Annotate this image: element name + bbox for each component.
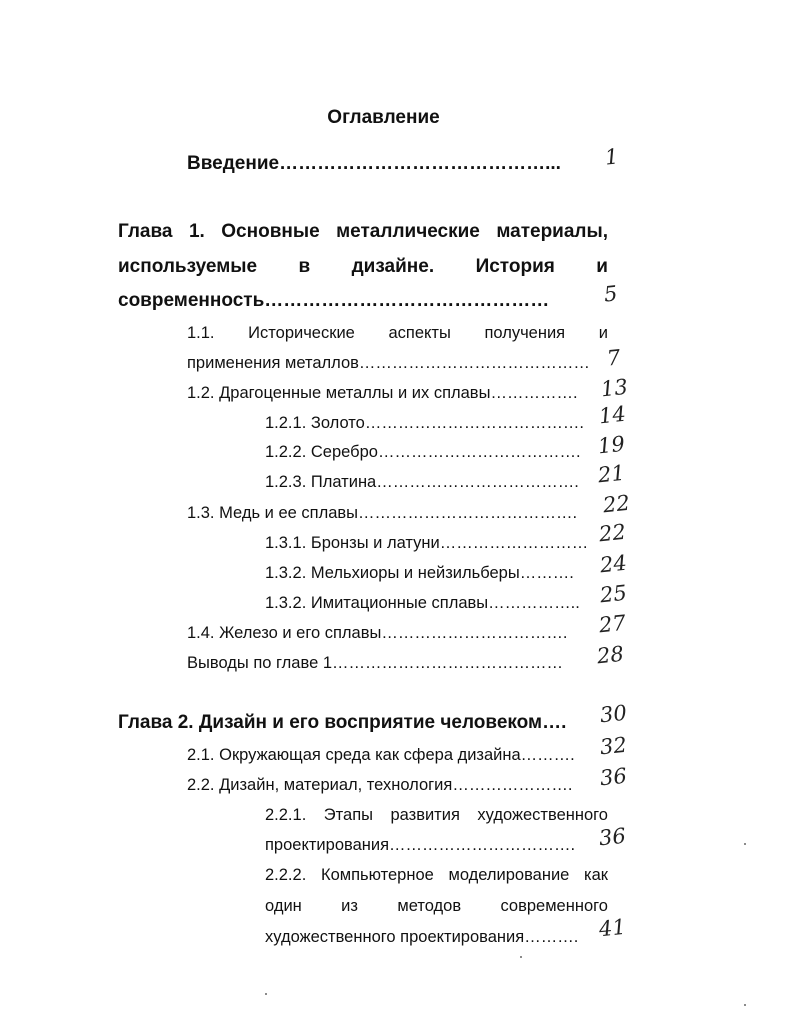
page-number-handwritten: 30 bbox=[598, 700, 628, 728]
toc-entry-label: Выводы по главе 1 bbox=[187, 654, 333, 672]
toc-entry-2-2 bbox=[187, 776, 605, 795]
page-number-handwritten: 19 bbox=[596, 431, 626, 459]
word: 1. bbox=[188, 221, 205, 242]
page-number-handwritten: 7 bbox=[605, 345, 622, 371]
toc-leader-dots: ……………………………………... bbox=[279, 153, 561, 174]
word: дизайне. bbox=[351, 256, 435, 277]
word: как bbox=[584, 866, 608, 884]
toc-entry-1-2-1 bbox=[265, 414, 605, 433]
toc-entry-2-2-1-line-1 bbox=[265, 806, 608, 825]
toc-entry-label: 2.2. Дизайн, материал, технология bbox=[187, 776, 453, 794]
toc-entry-1-3-3 bbox=[265, 594, 605, 613]
toc-entry-label: художественного проектирования bbox=[265, 928, 525, 946]
word: один bbox=[265, 897, 302, 915]
word: развития bbox=[390, 806, 460, 824]
toc-entry-chapter-1-line-1 bbox=[118, 221, 608, 243]
toc-leader-dots: ……………. bbox=[490, 384, 578, 402]
word: Основные bbox=[221, 221, 320, 242]
toc-leader-dots: …………….. bbox=[488, 594, 580, 612]
toc-entry-label: 1.2.1. Золото bbox=[265, 414, 365, 432]
toc-leader-dots: ………. bbox=[524, 928, 579, 946]
toc-entry-label: 1.2. Драгоценные металлы и их сплавы bbox=[187, 384, 491, 402]
word: и bbox=[598, 324, 608, 342]
toc-leader-dots: ………. bbox=[519, 564, 574, 582]
word: методов bbox=[397, 897, 462, 915]
page-number-handwritten: 36 bbox=[598, 763, 628, 791]
toc-entry-label: 1.3.2. Мельхиоры и нейзильберы bbox=[265, 564, 520, 582]
word: моделирование bbox=[448, 866, 570, 884]
toc-entry-chapter-1-line-3 bbox=[118, 290, 608, 312]
toc-leader-dots: ……………………………………… bbox=[264, 290, 550, 311]
toc-entry-1-3-1 bbox=[265, 534, 605, 553]
toc-entry-2-2-2-line-2 bbox=[265, 897, 608, 916]
page-number-handwritten: 1 bbox=[603, 144, 620, 170]
page-number-handwritten: 27 bbox=[597, 610, 627, 638]
word: получения bbox=[484, 324, 566, 342]
toc-leader-dots: …. bbox=[542, 712, 567, 733]
toc-entry-1-1-line-1 bbox=[187, 324, 608, 343]
page-number-handwritten: 14 bbox=[597, 401, 627, 429]
page-number-handwritten: 28 bbox=[595, 641, 625, 669]
toc-entry-label: 1.2.3. Платина bbox=[265, 473, 377, 491]
toc-leader-dots: ……………………………. bbox=[381, 624, 568, 642]
word: в bbox=[298, 256, 311, 277]
toc-leader-dots: ……………………… bbox=[439, 534, 589, 552]
page-number-handwritten: 36 bbox=[597, 823, 627, 851]
toc-entry-1-1-line-2 bbox=[187, 354, 607, 373]
toc-leader-dots: …………………………………… bbox=[358, 354, 590, 372]
page-number-handwritten: 24 bbox=[598, 550, 628, 578]
toc-leader-dots: ………………………………. bbox=[377, 443, 581, 461]
word: Компьютерное bbox=[320, 866, 434, 884]
toc-entry-1-4 bbox=[187, 624, 605, 643]
scan-speck bbox=[744, 843, 746, 845]
word: 2.2.1. bbox=[265, 806, 307, 824]
toc-entry-2-2-2-line-1 bbox=[265, 866, 608, 885]
toc-entry-chapter-1-conclusions bbox=[187, 654, 605, 673]
toc-entry-2-2-2-line-3 bbox=[265, 928, 603, 947]
word: используемые bbox=[118, 256, 258, 277]
toc-entry-2-2-1-line-2 bbox=[265, 836, 603, 855]
toc-leader-dots: ……………………………. bbox=[389, 836, 576, 854]
toc-entry-label: применения металлов bbox=[187, 354, 359, 372]
word: Глава bbox=[118, 221, 173, 242]
toc-entry-1-3-2 bbox=[265, 564, 605, 583]
page-number-handwritten: 22 bbox=[597, 519, 627, 547]
toc-leader-dots: …………………. bbox=[452, 776, 573, 794]
scan-speck bbox=[520, 956, 522, 958]
toc-entry-label: проектирования bbox=[265, 836, 390, 854]
page-number-handwritten: 5 bbox=[602, 281, 619, 307]
toc-entry-1-3 bbox=[187, 504, 605, 523]
toc-entry-label: Введение bbox=[187, 153, 280, 174]
toc-entry-label: 1.2.2. Серебро bbox=[265, 443, 378, 461]
word: материалы, bbox=[496, 221, 608, 242]
toc-entry-label: 1.3. Медь и ее сплавы bbox=[187, 504, 359, 522]
word: Исторические bbox=[248, 324, 355, 342]
scan-speck bbox=[744, 1004, 746, 1006]
toc-leader-dots: …………………………………… bbox=[332, 654, 564, 672]
word: современного bbox=[500, 897, 608, 915]
word: металлические bbox=[336, 221, 480, 242]
toc-entry-label: 1.3.1. Бронзы и латуни bbox=[265, 534, 440, 552]
word: 1.1. bbox=[187, 324, 215, 342]
toc-entry-2-1 bbox=[187, 746, 605, 765]
page-number-handwritten: 25 bbox=[598, 580, 628, 608]
toc-entry-label: Глава 2. Дизайн и его восприятие человеком bbox=[118, 712, 543, 733]
word: аспекты bbox=[388, 324, 451, 342]
page-number-handwritten: 32 bbox=[598, 732, 628, 760]
word: 2.2.2. bbox=[265, 866, 307, 884]
toc-entry-1-2-2 bbox=[265, 443, 605, 462]
toc-entry-label: 1.4. Железо и его сплавы bbox=[187, 624, 382, 642]
page-number-handwritten: 22 bbox=[601, 490, 631, 518]
toc-entry-label: 2.1. Окружающая среда как сфера дизайна bbox=[187, 746, 521, 764]
toc-leader-dots: …………………………………. bbox=[364, 414, 584, 432]
toc-entry-chapter-1-line-2 bbox=[118, 256, 608, 278]
toc-leader-dots: ………. bbox=[520, 746, 575, 764]
toc-leader-dots: …………………………………. bbox=[358, 504, 578, 522]
toc-entry-1-2-3 bbox=[265, 473, 605, 492]
page-number-handwritten: 41 bbox=[597, 914, 627, 942]
word: и bbox=[596, 256, 608, 277]
word: Этапы bbox=[323, 806, 373, 824]
page-number-handwritten: 13 bbox=[599, 374, 629, 402]
toc-leader-dots: ………………………………. bbox=[376, 473, 579, 491]
toc-entry-chapter-2 bbox=[118, 712, 604, 734]
scan-speck bbox=[265, 993, 267, 995]
toc-entry-introduction bbox=[187, 153, 607, 175]
toc-entry-label: современность bbox=[118, 290, 265, 311]
word: из bbox=[341, 897, 358, 915]
page-number-handwritten: 21 bbox=[596, 460, 626, 488]
toc-title: Оглавление bbox=[327, 107, 440, 128]
word: История bbox=[475, 256, 555, 277]
toc-entry-label: 1.3.2. Имитационные сплавы bbox=[265, 594, 489, 612]
toc-entry-1-2 bbox=[187, 384, 605, 403]
word: художественного bbox=[477, 806, 608, 824]
